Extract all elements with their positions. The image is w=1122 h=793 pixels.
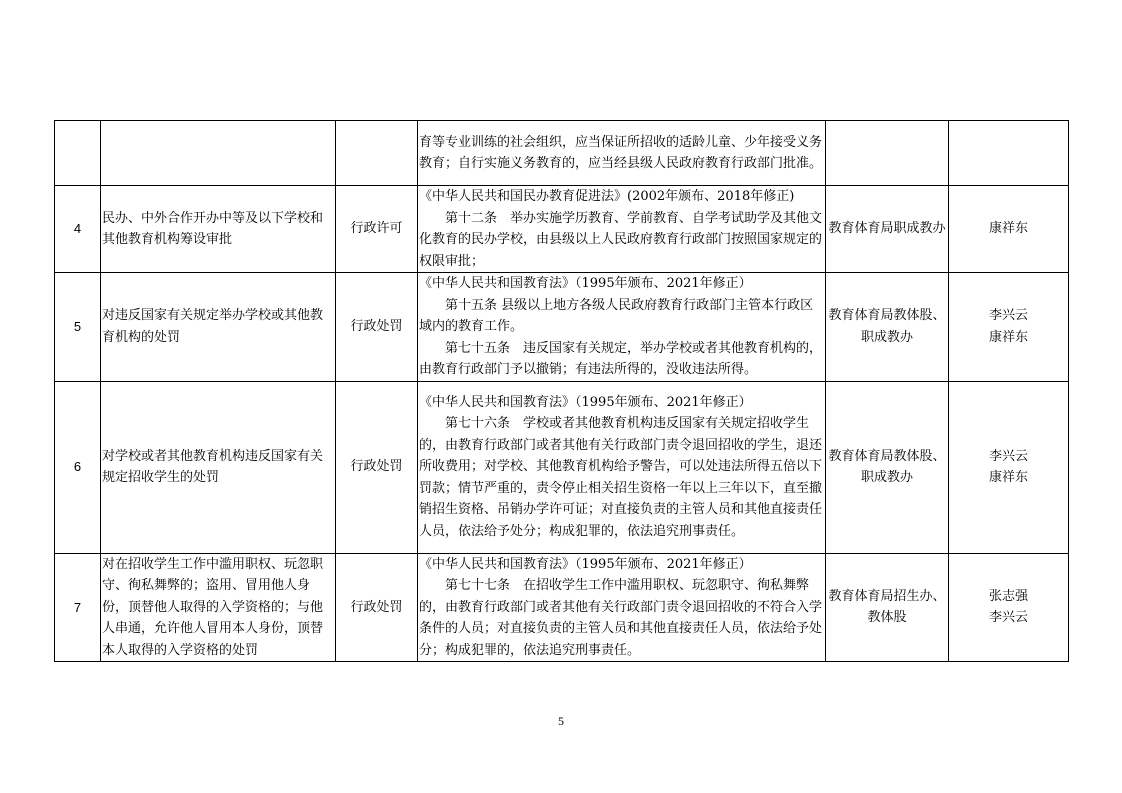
table-row xyxy=(55,553,1069,662)
responsible-department: 教育体育局教体股、职成教办 xyxy=(826,381,949,553)
basis-article: 第十五条 县级以上地方各级人民政府教育行政部门主管本行政区域内的教育工作。 xyxy=(419,297,814,334)
responsible-department xyxy=(826,121,949,186)
responsible-person xyxy=(949,553,1069,662)
item-name: 对违反国家有关规定举办学校或其他教育机构的处罚 xyxy=(101,273,336,382)
basis-law-title: 《中华人民共和国民办教育促进法》(2002年颁布、2018年修正) xyxy=(419,189,795,204)
legal-basis xyxy=(418,381,826,553)
power-type: 行政处罚 xyxy=(336,273,418,382)
responsible-person xyxy=(949,273,1069,382)
basis-article: 第十二条 举办实施学历教育、学前教育、自学考试助学及其他文化教育的民办学校，由县级以上人民政府教育行政部门按照国家规定的权限审批； xyxy=(419,210,823,269)
legal-basis xyxy=(418,121,826,186)
row-number: 4 xyxy=(55,186,101,273)
responsible-department: 教育体育局招生办、教体股 xyxy=(826,553,949,662)
table-row xyxy=(55,121,1069,186)
responsible-person xyxy=(949,121,1069,186)
row-number xyxy=(55,121,101,186)
person-name: 李兴云 xyxy=(988,308,1028,324)
person-name: 康祥东 xyxy=(988,221,1028,237)
page-number: 5 xyxy=(558,714,564,728)
power-list-table xyxy=(54,120,1069,662)
responsible-person xyxy=(949,186,1069,273)
person-name: 李兴云 xyxy=(988,610,1028,626)
legal-basis xyxy=(418,186,826,273)
power-type: 行政处罚 xyxy=(336,553,418,662)
legal-basis xyxy=(418,273,826,382)
table-row xyxy=(55,381,1069,553)
basis-law-title: 《中华人民共和国教育法》（1995年颁布、2021年修正） xyxy=(419,394,752,410)
item-name: 对学校或者其他教育机构违反国家有关规定招收学生的处罚 xyxy=(101,381,336,553)
responsible-person xyxy=(949,381,1069,553)
item-name xyxy=(101,121,336,186)
table-row xyxy=(55,273,1069,382)
power-type xyxy=(336,121,418,186)
person-name: 张志强 xyxy=(988,588,1028,604)
person-name: 康祥东 xyxy=(988,329,1028,345)
responsible-department: 教育体育局职成教办 xyxy=(826,186,949,273)
basis-article: 第七十七条 在招收学生工作中滥用职权、玩忽职守、徇私舞弊的，由教育行政部门或者其他有关行政部门责令退回招收的不符合入学条件的人员；对直接负责的主管人员和其他直接责任人员，依法给予处分；构成犯罪的，依法追究刑事责任。 xyxy=(419,578,823,658)
basis-law-title: 《中华人民共和国教育法》（1995年颁布、2021年修正） xyxy=(419,276,752,291)
power-type: 行政许可 xyxy=(336,186,418,273)
power-type: 行政处罚 xyxy=(336,381,418,553)
responsible-department: 教育体育局教体股、职成教办 xyxy=(826,273,949,382)
basis-paragraph: 育等专业训练的社会组织，应当保证所招收的适龄儿童、少年接受义务教育；自行实施义务教育的，应当经县级人民政府教育行政部门批准。 xyxy=(419,134,823,171)
item-name: 民办、中外合作开办中等及以下学校和其他教育机构筹设审批 xyxy=(101,186,336,273)
person-name: 康祥东 xyxy=(988,470,1028,485)
row-number: 6 xyxy=(55,381,101,553)
table-row xyxy=(55,186,1069,273)
row-number: 7 xyxy=(55,553,101,662)
legal-basis xyxy=(418,553,826,662)
basis-law-title: 《中华人民共和国教育法》（1995年颁布、2021年修正） xyxy=(419,556,752,572)
basis-article: 第七十五条 违反国家有关规定，举办学校或者其他教育机构的，由教育行政部门予以撤销；有违法所得的，没收违法所得。 xyxy=(419,340,823,377)
item-name: 对在招收学生工作中滥用职权、玩忽职守、徇私舞弊的；盗用、冒用他人身份，顶替他人取得的入学资格的；与他人串通，允许他人冒用本人身份，顶替本人取得的入学资格的处罚 xyxy=(101,553,336,662)
basis-article: 第七十六条 学校或者其他教育机构违反国家有关规定招收学生的，由教育行政部门或者其他有关行政部门责令退回招收的学生，退还所收费用；对学校、其他教育机构给予警告，可以处违法所得五倍以下罚款；情节严重的，责令停止相关招生资格一年以上三年以下，直至撤销招生资格、吊销办学许可证；对直接负责的主管人员和其他直接责任人员，依法给予处分；构成犯罪的，依法追究刑事责任。 xyxy=(419,416,823,539)
row-number: 5 xyxy=(55,273,101,382)
person-name: 李兴云 xyxy=(988,448,1028,464)
